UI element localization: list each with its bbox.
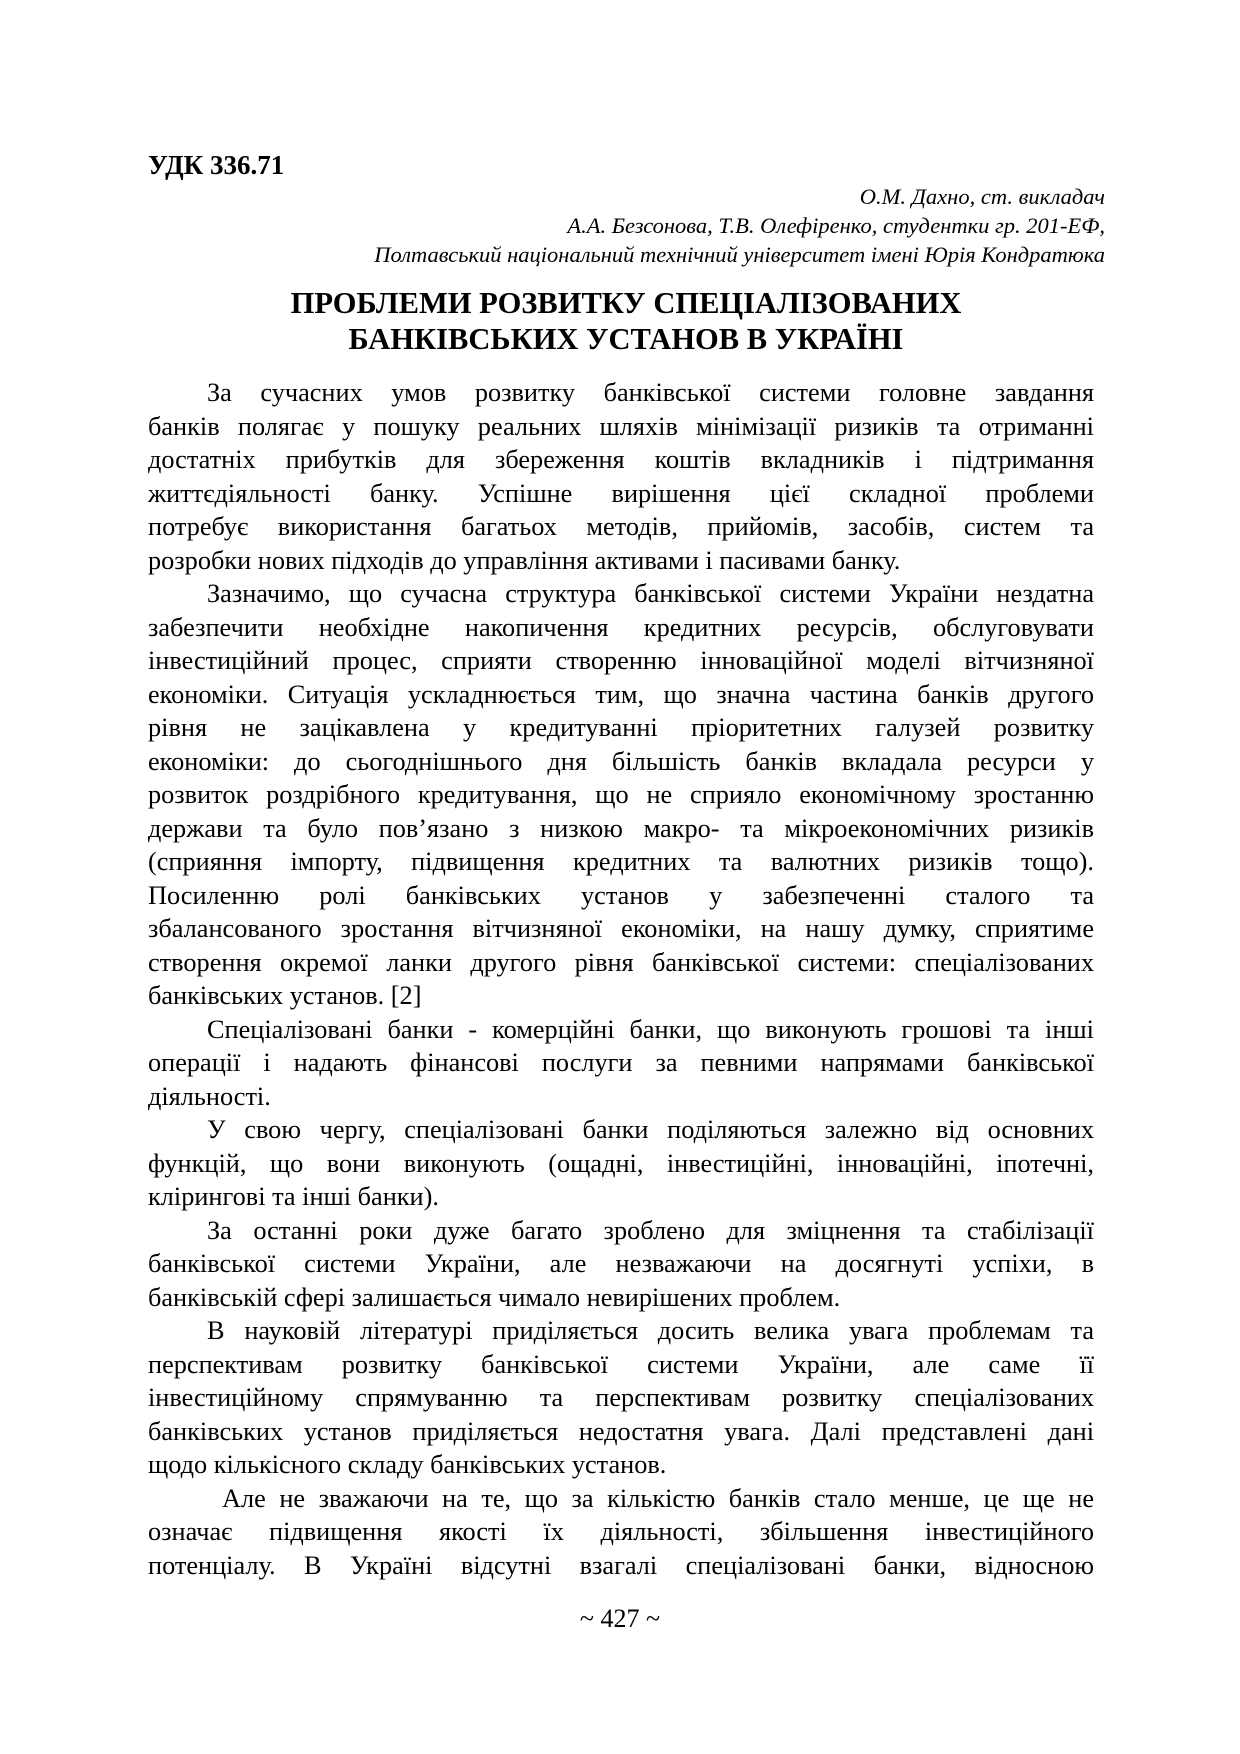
text-line: Посиленню ролі банківських установ у забезпеченні сталого та bbox=[148, 880, 1094, 910]
text-line: В науковій літературі приділяється досить велика увага проблемам та bbox=[207, 1316, 1094, 1345]
affiliation-line: Полтавський національний технічний університет імені Юрія Кондратюка bbox=[374, 242, 1105, 267]
text-line: За останні роки дуже багато зроблено для зміцнення та стабілізації bbox=[207, 1215, 1094, 1245]
text-line: банківської системи України, але незважаючи на досягнуті успіхи, в bbox=[148, 1249, 1094, 1278]
author-block bbox=[374, 182, 1105, 269]
page-number: ~ 427 ~ bbox=[579, 1604, 661, 1633]
text-line: банків полягає у пошуку реальних шляхів мінімізації ризиків та отриманні bbox=[148, 411, 1094, 441]
text-line: банківських установ. [2] bbox=[148, 981, 422, 1010]
text-line: створення окремої ланки другого рівня банківської системи: спеціалізованих bbox=[148, 947, 1094, 977]
text-line: інвестиційному спрямуванню та перспективам розвитку спеціалізованих bbox=[148, 1383, 1094, 1412]
text-line: діяльності. bbox=[148, 1081, 271, 1111]
text-line: потенціалу. В Україні відсутні взагалі спеціалізовані банки, відносною bbox=[148, 1550, 1094, 1580]
text-line: розвиток роздрібного кредитування, що не сприяло економічному зростанню bbox=[148, 780, 1094, 809]
text-line: життєдіяльності банку. Успішне вирішення цієї складної проблеми bbox=[148, 478, 1094, 508]
text-line: Але не зважаючи на те, що за кількістю банків стало менше, це ще не bbox=[222, 1483, 1094, 1513]
title-line: БАНКІВСЬКИХ УСТАНОВ В УКРАЇНІ bbox=[348, 322, 904, 356]
text-line: достатніх прибутків для збереження коштів вкладників і підтримання bbox=[148, 445, 1094, 474]
text-line: У свою чергу, спеціалізовані банки поділяються залежно від основних bbox=[207, 1115, 1094, 1144]
text-line: рівня не зацікавлена у кредитуванні пріоритетних галузей розвитку bbox=[148, 713, 1094, 742]
text-line: клірингові та інші банки). bbox=[148, 1182, 439, 1211]
text-line: Зазначимо, що сучасна структура банківської системи України нездатна bbox=[207, 579, 1094, 608]
text-line: банківській сфері залишається чимало невирішених проблем. bbox=[148, 1282, 841, 1312]
text-line: розробки нових підходів до управління активами і пасивами банку. bbox=[148, 545, 901, 575]
text-line: економіки: до сьогоднішнього дня більшість банків вкладала ресурси у bbox=[148, 746, 1094, 776]
text-line: інвестиційний процес, сприяти створенню інноваційної моделі вітчизняної bbox=[148, 646, 1094, 675]
text-line: банківських установ приділяється недостатня увага. Далі представлені дані bbox=[148, 1416, 1094, 1446]
text-line: функцій, що вони виконують (ощадні, інвестиційні, інноваційні, іпотечні, bbox=[148, 1148, 1094, 1178]
text-line: економіки. Ситуація ускладнюється тим, що значна частина банків другого bbox=[148, 679, 1094, 709]
title-line: ПРОБЛЕМИ РОЗВИТКУ СПЕЦІАЛІЗОВАНИХ bbox=[290, 286, 962, 320]
text-line: означає підвищення якості їх діяльності, збільшення інвестиційного bbox=[148, 1517, 1094, 1546]
text-line: (сприяння імпорту, підвищення кредитних та валютних ризиків тощо). bbox=[148, 847, 1094, 876]
text-line: За сучасних умов розвитку банківської системи головне завдання bbox=[207, 378, 1094, 407]
text-line: держави та було пов’язано з низкою макро- та мікроекономічних ризиків bbox=[148, 813, 1094, 843]
text-line: Спеціалізовані банки - комерційні банки, що виконують грошові та інші bbox=[207, 1014, 1094, 1044]
text-line: збалансованого зростання вітчизняної економіки, на нашу думку, сприятиме bbox=[148, 914, 1094, 943]
text-line: операції і надають фінансові послуги за певними напрямами банківської bbox=[148, 1048, 1094, 1077]
body-text bbox=[148, 376, 1094, 1582]
text-line: потребує використання багатьох методів, прийомів, засобів, систем та bbox=[148, 512, 1094, 541]
paper-title bbox=[148, 285, 1104, 357]
author-line: О.М. Дахно, ст. викладач bbox=[859, 184, 1105, 209]
udk-code: УДК 336.71 bbox=[148, 150, 285, 180]
text-line: перспективам розвитку банківської системи України, але саме її bbox=[148, 1349, 1094, 1379]
text-line: забезпечити необхідне накопичення кредитних ресурсів, обслуговувати bbox=[148, 612, 1094, 642]
text-line: щодо кількісного складу банківських установ. bbox=[148, 1450, 667, 1479]
author-line: А.А. Безсонова, Т.В. Олефіренко, студентки гр. 201-ЕФ, bbox=[567, 213, 1105, 238]
